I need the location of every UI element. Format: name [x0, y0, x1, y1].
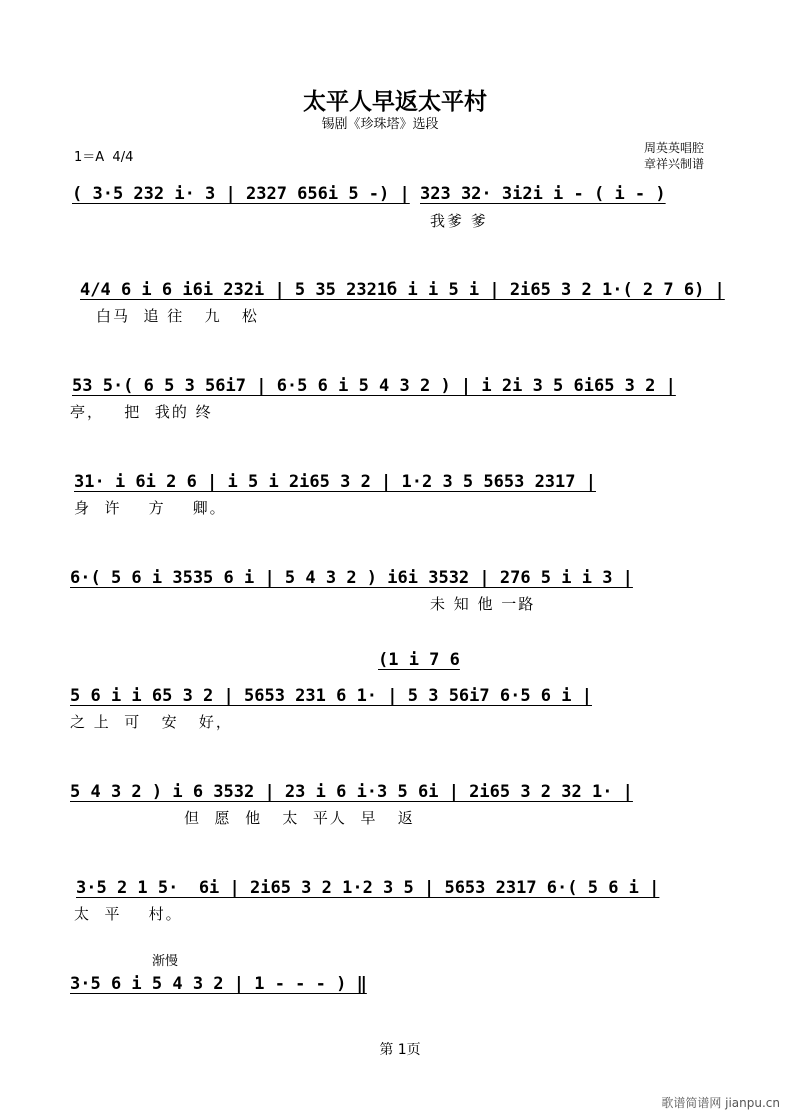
notation-row-6-upper: (1 i 7 6 — [378, 650, 460, 670]
lyrics-row-4: 身 许 方 卿。 — [74, 499, 227, 517]
page-footer: 第 1页 — [379, 1042, 421, 1058]
watermark: 歌谱简谱网 jianpu.cn — [661, 1096, 780, 1110]
lyrics-row-1: 我爹 爹 — [430, 212, 488, 230]
notation-row-7: 5 4 3 2 ) i 6 3532 | 23 i 6 i·3 5 6i | 2i65 3 2 32 1· | — [70, 782, 633, 802]
credit-singer: 周英英唱腔 — [644, 141, 705, 155]
lyrics-row-3: 亭， 把 我的 终 — [70, 403, 213, 421]
tempo-marking: 渐慢 — [152, 954, 179, 969]
lyrics-row-8: 太 平 村。 — [74, 905, 183, 923]
key-signature: 1＝A 4/4 — [74, 150, 134, 165]
notation-row-8: 3·5 2 1 5· 6i | 2i65 3 2 1·2 3 5 | 5653 2317 6·( 5 6 i | — [76, 878, 660, 898]
score-title: 太平人早返太平村 — [303, 89, 487, 115]
lyrics-row-6: 之 上 可 安 好， — [70, 713, 233, 731]
notation-row-3: 53 5·( 6 5 3 56i7 | 6·5 6 i 5 4 3 2 ) | i 2i 3 5 6i65 3 2 | — [72, 376, 676, 396]
lyrics-row-2: 白马 追 往 九 松 — [96, 307, 259, 325]
notation-row-2: 4/4 6 i 6 i6i 232i | 5 35 2321б i i 5 i | 2i65 3 2 1·( 2 7 6) | — [80, 280, 725, 300]
notation-row-9: 3·5 6 i 5 4 3 2 | 1 - - - ) ‖ — [70, 974, 367, 994]
notation-row-4: 31· i 6i 2 6 | i 5 i 2i65 3 2 | 1·2 3 5 5653 2317 | — [74, 472, 596, 492]
notation-row-1: ( 3·5 232 i· 3 | 2327 656i 5 -) | — [72, 184, 410, 204]
lyrics-row-7: 但 愿 他 太 平人 早 返 — [184, 809, 415, 827]
notation-row-5: 6·( 5 6 i 3535 6 i | 5 4 3 2 ) i6i 3532 | 276 5 i i 3 | — [70, 568, 633, 588]
notation-row-1b: 323 32· 3i2i i - ( i - ) — [420, 184, 666, 204]
credit-arranger: 章祥兴制谱 — [644, 157, 705, 171]
lyrics-row-5: 未 知 他 一路 — [430, 595, 536, 613]
notation-row-6: 5 6 i i 65 3 2 | 5653 231 6 1· | 5 3 56i7 6·5 6 i | — [70, 686, 592, 706]
score-subtitle: 锡剧《珍珠塔》选段 — [321, 117, 439, 132]
